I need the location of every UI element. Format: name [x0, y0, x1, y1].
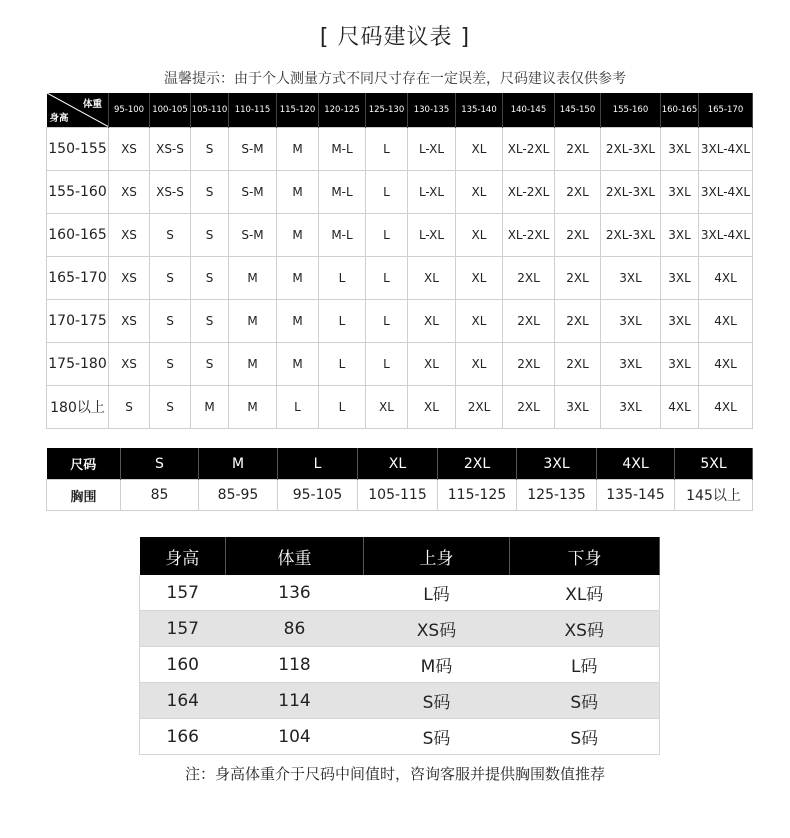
- size-cell: 2XL: [555, 343, 601, 386]
- bottom-size-header: 下身: [510, 537, 660, 575]
- chest-size-table: [46, 448, 753, 511]
- weight-header: 110-115: [229, 93, 277, 128]
- top-size-cell: S码: [364, 719, 510, 755]
- size-cell: 2XL: [555, 257, 601, 300]
- corner-header: [47, 93, 109, 128]
- size-cell: XS: [109, 300, 150, 343]
- size-cell: XL-2XL: [503, 128, 555, 171]
- size-cell: S: [191, 128, 229, 171]
- size-cell: 3XL-4XL: [699, 128, 753, 171]
- size-cell: 2XL: [555, 300, 601, 343]
- top-size-cell: L码: [364, 575, 510, 611]
- table-row: [47, 128, 753, 171]
- size-cell: 4XL: [699, 343, 753, 386]
- weight-cell: 114: [226, 683, 364, 719]
- size-cell: S: [191, 257, 229, 300]
- size-cell: S: [150, 257, 191, 300]
- bottom-size-cell: XS码: [510, 611, 660, 647]
- size-cell: M: [229, 257, 277, 300]
- size-cell: M: [277, 214, 319, 257]
- size-cell: M-L: [319, 128, 366, 171]
- size-cell: M: [229, 386, 277, 429]
- table-row: [47, 300, 753, 343]
- height-range-cell: 170-175: [47, 300, 109, 343]
- size-cell: XS-S: [150, 128, 191, 171]
- weight-header: 115-120: [277, 93, 319, 128]
- chest-value: 135-145: [597, 480, 675, 511]
- example-fit-table: [139, 537, 660, 755]
- size-cell: M: [229, 300, 277, 343]
- size-cell: XL-2XL: [503, 214, 555, 257]
- size-cell: 2XL: [555, 128, 601, 171]
- bottom-size-cell: S码: [510, 683, 660, 719]
- size-cell: XS: [109, 171, 150, 214]
- size-cell: M: [277, 343, 319, 386]
- size-cell: 2XL: [503, 257, 555, 300]
- size-cell: XL: [408, 386, 456, 429]
- top-size-cell: M码: [364, 647, 510, 683]
- chest-value: 85: [121, 480, 199, 511]
- size-cell: XL-2XL: [503, 171, 555, 214]
- size-cell: 2XL-3XL: [601, 128, 661, 171]
- size-cell: 3XL: [601, 257, 661, 300]
- size-cell: L: [319, 386, 366, 429]
- weight-header: 95-100: [109, 93, 150, 128]
- chest-label: 胸围: [47, 480, 121, 511]
- size-recommendation-table: [46, 93, 753, 429]
- weight-header: 120-125: [319, 93, 366, 128]
- height-range-cell: 180以上: [47, 386, 109, 429]
- height-cell: 160: [140, 647, 226, 683]
- height-range-cell: 175-180: [47, 343, 109, 386]
- size-cell: L: [277, 386, 319, 429]
- height-header: 身高: [140, 537, 226, 575]
- size-cell: XS-S: [150, 171, 191, 214]
- table-row: [140, 611, 660, 647]
- table-row: [47, 257, 753, 300]
- size-cell: S: [150, 214, 191, 257]
- chest-row: [47, 480, 753, 511]
- size-cell: 3XL-4XL: [699, 214, 753, 257]
- table-row: [47, 343, 753, 386]
- size-cell: 3XL: [555, 386, 601, 429]
- size-cell: M-L: [319, 171, 366, 214]
- chest-value: 145以上: [675, 480, 753, 511]
- size-cell: L-XL: [408, 171, 456, 214]
- table-row: [140, 719, 660, 755]
- weight-header: 160-165: [661, 93, 699, 128]
- size-cell: S: [109, 386, 150, 429]
- size-cell: S-M: [229, 214, 277, 257]
- size-cell: 4XL: [699, 257, 753, 300]
- size-cell: 4XL: [699, 300, 753, 343]
- size-cell: S: [150, 300, 191, 343]
- size-header: XL: [358, 448, 438, 480]
- size-cell: L: [366, 257, 408, 300]
- size-label-header: 尺码: [47, 448, 121, 480]
- size-cell: 3XL: [661, 171, 699, 214]
- weight-cell: 86: [226, 611, 364, 647]
- height-range-cell: 160-165: [47, 214, 109, 257]
- size-cell: 3XL: [661, 128, 699, 171]
- size-cell: 2XL-3XL: [601, 171, 661, 214]
- footnote: 注：身高体重介于尺码中间值时，咨询客服并提供胸围数值推荐: [184, 765, 605, 783]
- size-cell: S: [191, 343, 229, 386]
- size-cell: XL: [456, 343, 503, 386]
- size-header: 5XL: [675, 448, 753, 480]
- height-cell: 164: [140, 683, 226, 719]
- size-cell: S: [150, 343, 191, 386]
- size-cell: L: [319, 343, 366, 386]
- size-cell: L-XL: [408, 128, 456, 171]
- size-cell: 3XL: [601, 343, 661, 386]
- size-cell: 2XL: [555, 214, 601, 257]
- chest-value: 125-135: [517, 480, 597, 511]
- weight-header: 155-160: [601, 93, 661, 128]
- weight-cell: 136: [226, 575, 364, 611]
- height-cell: 157: [140, 611, 226, 647]
- size-cell: M: [277, 300, 319, 343]
- size-cell: L: [366, 343, 408, 386]
- size-cell: L: [366, 214, 408, 257]
- size-cell: XS: [109, 128, 150, 171]
- table-row: [140, 683, 660, 719]
- size-cell: XL: [408, 343, 456, 386]
- size-cell: M: [277, 128, 319, 171]
- height-cell: 157: [140, 575, 226, 611]
- size-cell: 3XL: [661, 257, 699, 300]
- height-range-cell: 150-155: [47, 128, 109, 171]
- size-cell: XL: [456, 300, 503, 343]
- weight-header: 140-145: [503, 93, 555, 128]
- size-cell: M: [229, 343, 277, 386]
- size-header: L: [278, 448, 358, 480]
- size-cell: 2XL: [555, 171, 601, 214]
- bottom-size-cell: XL码: [510, 575, 660, 611]
- size-cell: XL: [456, 214, 503, 257]
- size-cell: XL: [456, 171, 503, 214]
- size-cell: 3XL: [601, 300, 661, 343]
- top-size-header: 上身: [364, 537, 510, 575]
- top-size-cell: S码: [364, 683, 510, 719]
- size-cell: S-M: [229, 128, 277, 171]
- weight-header: 体重: [226, 537, 364, 575]
- size-cell: M-L: [319, 214, 366, 257]
- size-cell: XL: [456, 257, 503, 300]
- size-cell: 3XL: [661, 214, 699, 257]
- weight-header: 165-170: [699, 93, 753, 128]
- size-cell: M: [191, 386, 229, 429]
- chest-value: 115-125: [438, 480, 517, 511]
- height-range-cell: 155-160: [47, 171, 109, 214]
- size-cell: L: [319, 300, 366, 343]
- size-cell: XL: [408, 300, 456, 343]
- weight-header: 135-140: [456, 93, 503, 128]
- size-cell: S: [191, 214, 229, 257]
- height-range-cell: 165-170: [47, 257, 109, 300]
- table-row: [140, 575, 660, 611]
- size-cell: 2XL: [503, 386, 555, 429]
- size-header: 3XL: [517, 448, 597, 480]
- size-cell: S: [191, 300, 229, 343]
- weight-header: 130-135: [408, 93, 456, 128]
- size-cell: S: [150, 386, 191, 429]
- table-row: [47, 214, 753, 257]
- weight-cell: 104: [226, 719, 364, 755]
- size-cell: M: [277, 257, 319, 300]
- chest-value: 105-115: [358, 480, 438, 511]
- corner-weight-label: 体重: [82, 99, 102, 110]
- size-header: S: [121, 448, 199, 480]
- size-cell: 2XL: [503, 300, 555, 343]
- weight-header: 125-130: [366, 93, 408, 128]
- size-cell: XS: [109, 343, 150, 386]
- chest-value: 85-95: [199, 480, 278, 511]
- size-cell: L: [366, 128, 408, 171]
- size-cell: XL: [408, 257, 456, 300]
- size-cell: L: [319, 257, 366, 300]
- size-cell: 3XL-4XL: [699, 171, 753, 214]
- size-header: 4XL: [597, 448, 675, 480]
- size-cell: XS: [109, 257, 150, 300]
- size-cell: 3XL: [661, 300, 699, 343]
- page-subtitle: 温馨提示：由于个人测量方式不同尺寸存在一定误差，尺码建议表仅供参考: [164, 71, 626, 87]
- bottom-size-cell: L码: [510, 647, 660, 683]
- corner-height-label: 身高: [49, 113, 69, 124]
- chest-value: 95-105: [278, 480, 358, 511]
- height-cell: 166: [140, 719, 226, 755]
- page-title: [ 尺码建议表 ]: [319, 25, 471, 50]
- size-cell: 4XL: [699, 386, 753, 429]
- size-cell: 2XL-3XL: [601, 214, 661, 257]
- size-cell: M: [277, 171, 319, 214]
- size-header: 2XL: [438, 448, 517, 480]
- table-row: [47, 386, 753, 429]
- bottom-size-cell: S码: [510, 719, 660, 755]
- size-cell: XL: [456, 128, 503, 171]
- size-cell: 2XL: [503, 343, 555, 386]
- size-cell: L-XL: [408, 214, 456, 257]
- size-cell: 4XL: [661, 386, 699, 429]
- size-header: M: [199, 448, 278, 480]
- size-cell: XS: [109, 214, 150, 257]
- table-row: [47, 171, 753, 214]
- size-cell: S-M: [229, 171, 277, 214]
- weight-header: 105-110: [191, 93, 229, 128]
- weight-header: 100-105: [150, 93, 191, 128]
- size-cell: L: [366, 300, 408, 343]
- top-size-cell: XS码: [364, 611, 510, 647]
- size-cell: 2XL: [456, 386, 503, 429]
- size-cell: XL: [366, 386, 408, 429]
- weight-cell: 118: [226, 647, 364, 683]
- weight-header: 145-150: [555, 93, 601, 128]
- size-cell: S: [191, 171, 229, 214]
- size-cell: 3XL: [601, 386, 661, 429]
- size-cell: L: [366, 171, 408, 214]
- size-cell: 3XL: [661, 343, 699, 386]
- table-row: [140, 647, 660, 683]
